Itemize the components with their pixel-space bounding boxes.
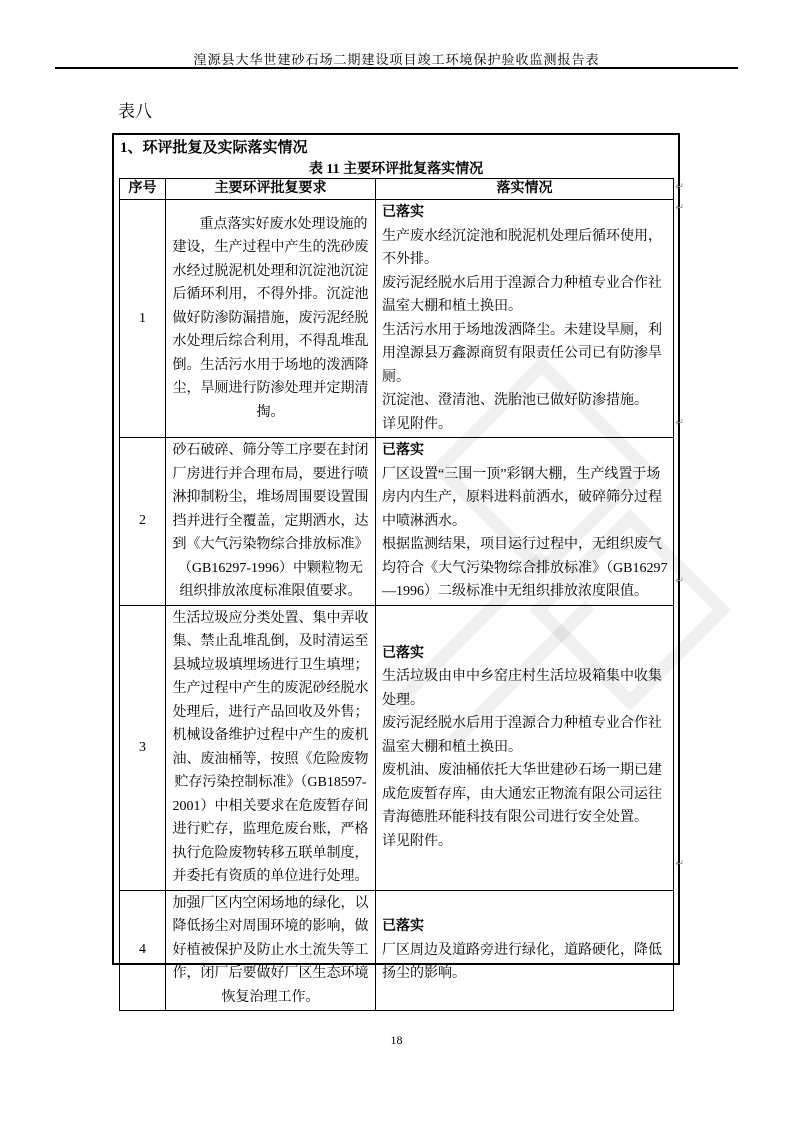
col-header-status: 落实情况 bbox=[376, 179, 674, 200]
paragraph-mark-icon: ↵ bbox=[675, 574, 685, 587]
requirement-text: 砂石破碎、筛分等工序要在封闭厂房进行并合理布局，要进行喷淋抑制粉尘，堆场周围要设置围挡并进行全覆盖，定期洒水，达到《大气污染物综合排放标准》（GB16297-1996）中颗粒物无组织排放浓度标准限值要求。 bbox=[172, 443, 369, 599]
table-row bbox=[120, 200, 674, 438]
status-paragraph: 废污泥经脱水后用于湟源合力种植专业合作社温室大棚和植土换田。 bbox=[382, 716, 662, 755]
status-title: 已落实 bbox=[382, 919, 424, 934]
paragraph-mark-icon: ↵ bbox=[675, 201, 685, 214]
status-paragraph: 厂区设置“三围一顶”彩钢大棚，生产线置于场房内内生产，原料进料前洒水，破碎筛分过程中喷淋洒水。 bbox=[382, 466, 662, 529]
row-number-cell: 2 bbox=[120, 438, 166, 606]
row-number-cell: 4 bbox=[120, 890, 166, 1011]
table-eight-label: 表八 bbox=[118, 102, 152, 121]
status-title: 已落实 bbox=[382, 443, 424, 458]
page-number: 18 bbox=[390, 1033, 403, 1047]
status-paragraph: 详见附件。 bbox=[382, 416, 452, 432]
status-paragraph: 沉淀池、澄清池、洗胎池已做好防渗措施。 bbox=[382, 393, 648, 408]
status-paragraph: 生活垃圾由申中乡窑庄村生活垃圾箱集中收集处理。 bbox=[382, 669, 662, 708]
row-number-cell: 1 bbox=[120, 200, 166, 438]
status-paragraph: 详见附件。 bbox=[382, 833, 452, 849]
paragraph-mark-icon: ↵ bbox=[675, 180, 685, 193]
document-header-title: 湟源县大华世建砂石场二期建设项目竣工环境保护验收监测报告表 bbox=[193, 52, 600, 67]
status-paragraph: 根据监测结果，项目运行过程中，无组织废气均符合《大气污染物综合排放标准》（GB16297—1996）二级标准中无组织排放浓度限值。 bbox=[382, 537, 668, 599]
requirement-text: 重点落实好废水处理设施的建设，生产过程中产生的洗砂废水经过脱泥机处理和沉淀池沉淀后循环利用，不得外排。沉淀池做好防渗防漏措施，废污泥经脱水处理后综合利用，不得乱堆乱倒。生活污水用于场地的泼洒降尘，旱厕进行防渗处理并定期清掏。 bbox=[172, 216, 369, 420]
approval-table bbox=[119, 178, 674, 1011]
status-title: 已落实 bbox=[382, 205, 424, 220]
status-title: 已落实 bbox=[382, 645, 424, 661]
section-subtitle: 表 11 主要环评批复落实情况 bbox=[308, 162, 484, 177]
status-cell bbox=[376, 605, 674, 890]
col-header-no: 序号 bbox=[120, 179, 166, 200]
requirement-cell bbox=[166, 200, 376, 438]
requirement-cell bbox=[166, 890, 376, 1011]
row-number-cell: 3 bbox=[120, 605, 166, 890]
table-header-row bbox=[120, 179, 674, 200]
requirement-text: 加强厂区内空闲场地的绿化，以降低扬尘对周围环境的影响，做好植被保护及防止水土流失等工作，闭厂后要做好厂区生态环境恢复治理工作。 bbox=[172, 895, 369, 1005]
table-row bbox=[120, 605, 674, 890]
status-paragraph: 生产废水经沉淀池和脱泥机处理后循环使用，不外排。 bbox=[382, 228, 662, 267]
requirement-text: 生活垃圾应分类处置、集中弄收集、禁止乱堆乱倒，及时清运至县城垃圾填埋场进行卫生填埋；生产过程中产生的废泥砂经脱水处理后，进行产品回收及外售；机械设备维护过程中产生的废机油、废油桶等，按照《危险废物贮存污染控制标准》（GB18597-2001）中相关要求在危废暂存间进行贮存，监理危废台账，严格执行危险废物转移五联单制度，并委托有资质的单位进行处理。 bbox=[172, 610, 369, 884]
status-paragraph: 生活污水用于场地泼洒降尘。未建设旱厕，利用湟源县万鑫源商贸有限责任公司已有防渗旱厕。 bbox=[382, 322, 662, 385]
paragraph-mark-icon: ↵ bbox=[675, 416, 685, 429]
status-paragraph: 厂区周边及道路旁进行绿化，道路硬化，降低扬尘的影响。 bbox=[382, 942, 662, 981]
header-divider bbox=[55, 67, 738, 69]
requirement-cell bbox=[166, 605, 376, 890]
table-row bbox=[120, 438, 674, 606]
status-paragraph: 废机油、废油桶依托大华世建砂石场一期已建成危废暂存库，由大通宏正物流有限公司运往青海德胜环能科技有限公司进行安全处置。 bbox=[382, 763, 662, 826]
section-title: 1、环评批复及实际落实情况 bbox=[120, 140, 308, 156]
paragraph-mark-icon: ↵ bbox=[675, 857, 685, 870]
col-header-requirement: 主要环评批复要求 bbox=[166, 179, 376, 200]
table-row bbox=[120, 890, 674, 1011]
status-cell bbox=[376, 200, 674, 438]
section-box bbox=[112, 133, 680, 1005]
status-paragraph: 废污泥经脱水后用于湟源合力种植专业合作社温室大棚和植土换田。 bbox=[382, 275, 662, 314]
status-cell bbox=[376, 438, 674, 606]
status-cell bbox=[376, 890, 674, 1011]
requirement-cell bbox=[166, 438, 376, 606]
